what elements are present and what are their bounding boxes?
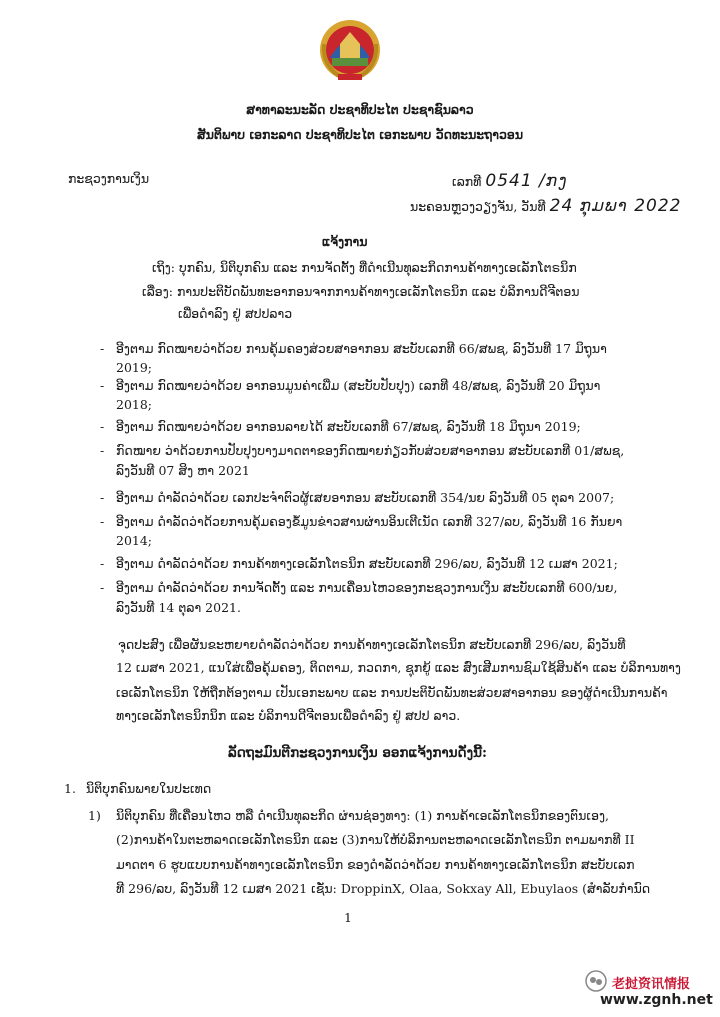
bullet-dash: - <box>100 556 105 571</box>
item-1-line-3: ມາດຕາ 6 ຮູບແບບການຄ້າທາງເອເລັກໂຕຣນິກ ຂອງດຳລັດວ່າດ້ວຍ ການຄ້າທາງເອເລັກໂຕຣນິກ ສະບັບເລກ <box>116 857 635 872</box>
subject-text-2: ເພື່ອດຳລົງ ຢູ່ ສປປລາວ <box>178 306 293 321</box>
reference-item-cont: 2014; <box>116 533 153 548</box>
ministry-name: ກະຊວງການເງິນ <box>68 171 150 186</box>
number-prefix: ເລກທີ <box>452 174 482 189</box>
document-number <box>452 171 567 191</box>
purpose-line-2: 12 ເມສາ 2021, ແນໃສ່ເພື່ອຄຸ້ມຄອງ, ຕິດຕາມ, ກວດກາ, ຊຸກຍູ້ ແລະ ສົ່ງເສີມການຊົມໃຊ້ສິນຄ້າ ແລະ ບໍລິການທາງ <box>116 660 681 675</box>
wechat-watermark-icon <box>585 970 607 992</box>
announcement-heading: ລັດຖະມົນຕີກະຊວງການເງິນ ອອກແຈ້ງການດັ່ງນີ້: <box>228 745 487 761</box>
subject-text-1: ການປະຕິບັດພັນທະອາກອນຈາກການຄ້າທາງເອເລັກໂຕຣນິກ ແລະ ບໍລິການດີຈີຕອນ <box>176 284 580 299</box>
document-date <box>410 196 682 216</box>
bullet-dash: - <box>100 443 105 458</box>
watermark-url: www.zgnh.net <box>600 992 713 1008</box>
bullet-dash: - <box>100 514 105 529</box>
addressee-line <box>152 260 577 275</box>
bullet-dash: - <box>100 419 105 434</box>
reference-item-cont: 2019; <box>116 360 153 375</box>
subject-line <box>142 284 579 299</box>
subject-label: ເລື່ອງ: <box>142 284 173 299</box>
bullet-dash: - <box>100 378 105 393</box>
page-number: 1 <box>344 910 352 925</box>
reference-item: ອີງຕາມ ດຳລັດວ່າດ້ວຍ ການຄ້າທາງເອເລັກໂຕຣນິກ ສະບັບເລກທີ 296/ລບ, ລົງວັນທີ 12 ເມສາ 2021; <box>116 556 618 571</box>
motto-line: ສັນຕິພາບ ເອກະລາດ ປະຊາທິປະໄຕ ເອກະພາບ ວັດທະນະຖາວອນ <box>196 127 524 142</box>
reference-item: ອີງຕາມ ກົດໝາຍວ່າດ້ວຍ ອາກອນມູນຄ່າເພີ່ມ (ສະບັບປັບປຸງ) ເລກທີ 48/ສພຊ, ລົງວັນທີ 20 ມິຖຸນາ <box>116 378 601 393</box>
bullet-dash: - <box>100 580 105 595</box>
reference-item: ອີງຕາມ ດຳລັດວ່າດ້ວຍ ການຈັດຕັ້ງ ແລະ ການເຄື່ອນໄຫວຂອງກະຊວງການເງິນ ສະບັບເລກທີ 600/ນຍ, <box>116 580 618 595</box>
number-handwritten: 0541 /ກງ <box>485 171 568 191</box>
reference-item: ອີງຕາມ ກົດໝາຍວ່າດ້ວຍ ການຄຸ້ມຄອງສ່ວຍສາອາກອນ ສະບັບເລກທີ 66/ສພຊ, ລົງວັນທີ 17 ມິຖຸນາ <box>116 341 607 356</box>
reference-item: ກົດໝາຍ ວ່າດ້ວຍການປັບປຸງບາງມາດຕາຂອງກົດໝາຍກ່ຽວກັບສ່ວຍສາອາກອນ ສະບັບເລກທີ 01/ສພຊ, <box>116 443 625 458</box>
reference-item-cont: 2018; <box>116 397 153 412</box>
reference-item: ອີງຕາມ ດຳລັດວ່າດ້ວຍ ເລກປະຈຳຕົວຜູ້ເສຍອາກອນ ສະບັບເລກທີ 354/ນຍ ລົງວັນທີ 05 ຕຸລາ 2007; <box>116 490 615 505</box>
addressee-label: ເຖິງ: <box>152 260 175 275</box>
purpose-line-1: ຈຸດປະສົງ ເພື່ອຜັນຂະຫຍາຍດຳລັດວ່າດ້ວຍ ການຄ້າທາງເອເລັກໂຕຣນິກ ສະບັບເລກທີ 296/ລບ, ລົງວັນທີ <box>118 637 626 652</box>
lao-national-emblem <box>318 14 382 84</box>
item-1-number: 1) <box>88 808 101 823</box>
addressee-text: ບຸກຄົນ, ນິຕິບຸກຄົນ ແລະ ການຈັດຕັ້ງ ທີ່ດຳເນີນທຸລະກິດການຄ້າທາງເອເລັກໂຕຣນິກ <box>178 260 577 275</box>
watermark-label: 老挝资讯情报 <box>612 977 691 992</box>
reference-item: ອີງຕາມ ກົດໝາຍວ່າດ້ວຍ ອາກອນລາຍໄດ້ ສະບັບເລກທີ 67/ສພຊ, ລົງວັນທີ 18 ມິຖຸນາ 2019; <box>116 419 581 434</box>
country-line: ສາທາລະນະລັດ ປະຊາທິປະໄຕ ປະຊາຊົນລາວ <box>246 102 474 117</box>
reference-item-cont: ລົງວັນທີ 14 ຕຸລາ 2021. <box>116 600 241 615</box>
section-1-number: 1. <box>64 781 76 796</box>
bullet-dash: - <box>100 490 105 505</box>
item-1-line-1: ນິຕິບຸກຄົນ ທີ່ເຄື່ອນໄຫວ ຫລື ດຳເນີນທຸລະກິດ ຜ່ານຊ່ອງທາງ: (1) ການຄ້າເອເລັກໂຕຣນິກຂອງຕົນເອງ, <box>116 808 609 823</box>
reference-item: ອີງຕາມ ດຳລັດວ່າດ້ວຍການຄຸ້ມຄອງຂໍ້ມູນຂ່າວສານຜ່ານອິນເຕີເນັດ ເລກທີ 327/ລບ, ລົງວັນທີ 16 ກັນຍາ <box>116 514 623 529</box>
reference-item-cont: ລົງວັນທີ 07 ສິງ ຫາ 2021 <box>116 463 250 478</box>
item-1-line-2: (2)ການຄ້າໃນຕະຫລາດເອເລັກໂຕຣນິກ ແລະ (3)ການໃຫ້ບໍລິການຕະຫລາດເອເລັກໂຕຣນິກ ຕາມພາກທີ II <box>116 832 635 847</box>
purpose-line-4: ທາງເອເລັກໂຕຣນິກນິກ ແລະ ບໍລິການດີຈີຕອນເພື່ອດຳລົງ ຢູ່ ສປປ ລາວ. <box>116 708 461 723</box>
document-title: ແຈ້ງການ <box>322 234 368 249</box>
purpose-line-3: ເອເລັກໂຕຣນິກ ໃຫ້ຖືກຕ້ອງຕາມ ເປັນເອກະພາບ ແລະ ການປະຕິບັດພັນທະສ່ວຍສາອາກອນ ຂອງຜູ້ດຳເນີນການຄ້າ <box>116 685 668 700</box>
section-1-heading: ນິຕິບຸກຄົນພາຍໃນປະເທດ <box>86 781 212 796</box>
date-prefix: ນະຄອນຫຼວງວຽງຈັນ, ວັນທີ <box>410 199 546 214</box>
item-1-line-4: ທີ 296/ລບ, ລົງວັນທີ 12 ເມສາ 2021 ເຊັ່ນ: DroppinX, Olaa, Sokxay All, Ebuylaos (ສໍາລັບກໍານົດ <box>116 881 651 896</box>
date-handwritten: 24 ກຸມພາ 2022 <box>549 196 682 216</box>
bullet-dash: - <box>100 341 105 356</box>
